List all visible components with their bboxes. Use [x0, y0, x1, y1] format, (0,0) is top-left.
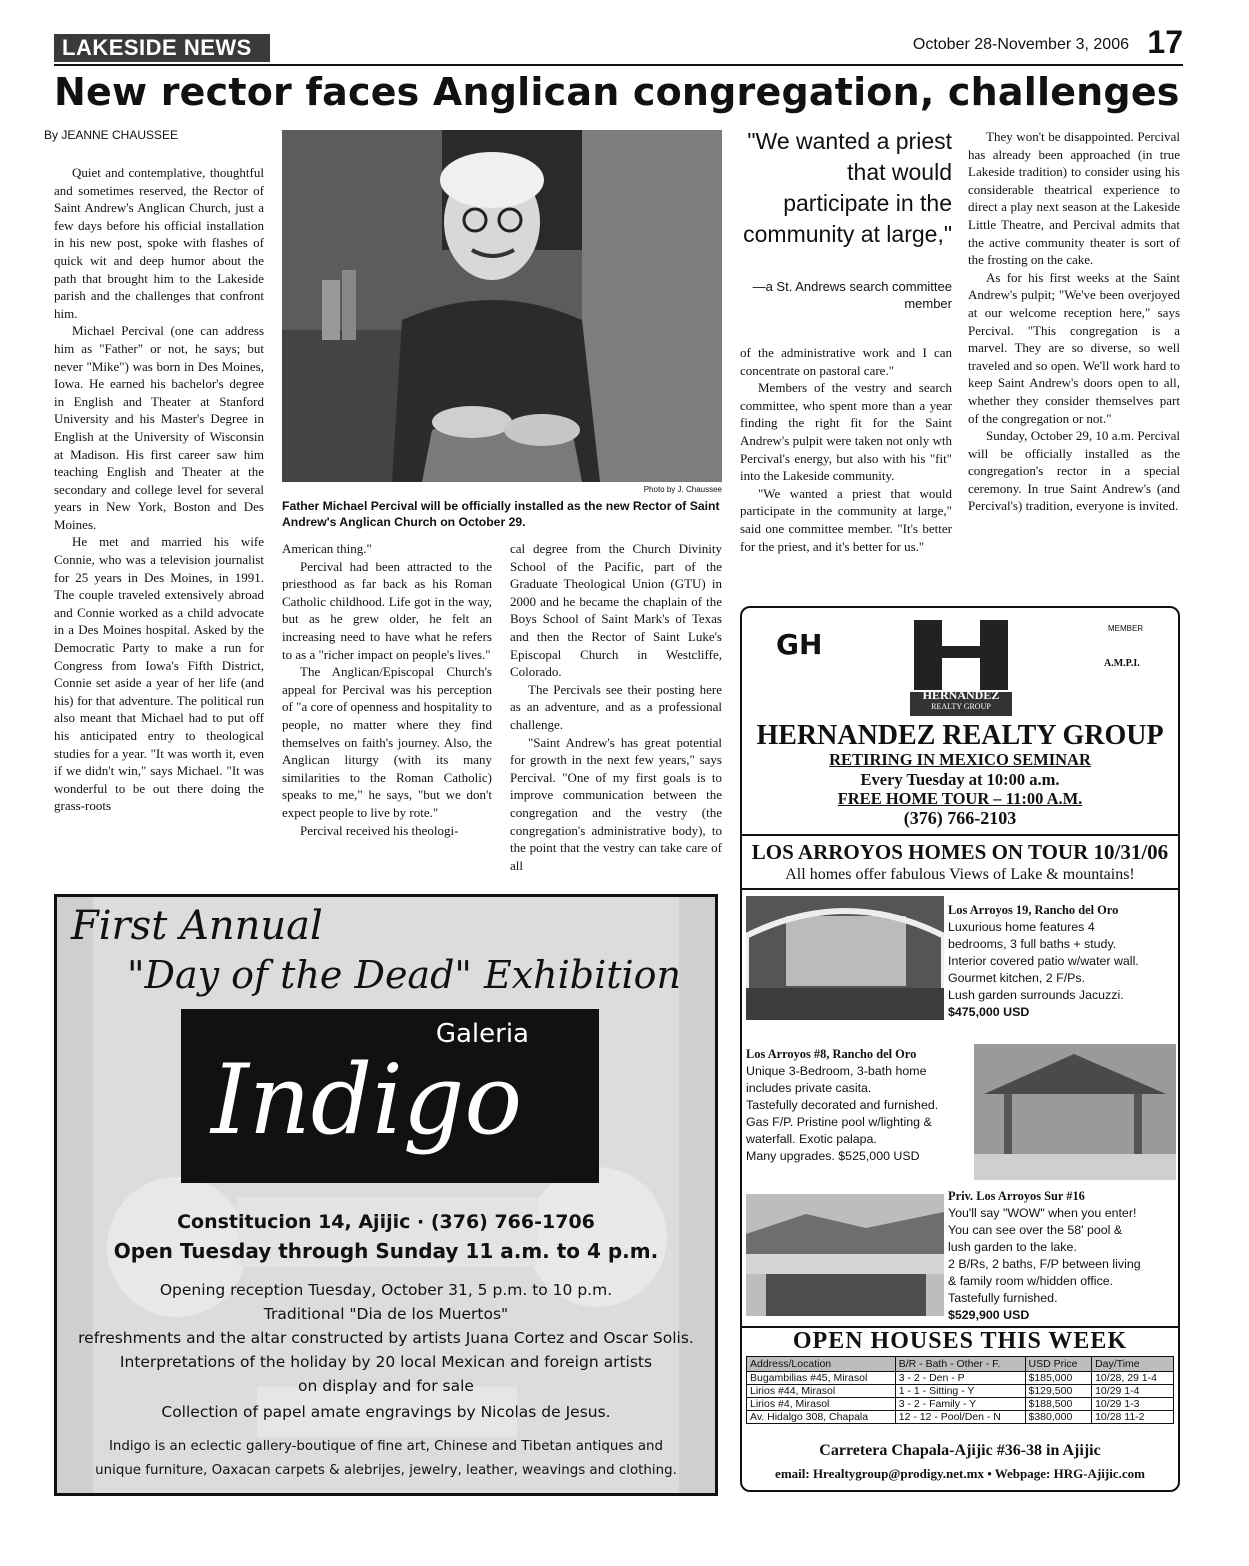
- listing-1-text: [948, 902, 1176, 1021]
- pull-quote-attribution: —a St. Andrews search committee member: [752, 279, 952, 311]
- gallery-detail: Traditional "Dia de los Muertos": [263, 1305, 509, 1323]
- realty-address: Carretera Chapala-Ajijic #36-38 in Ajijic: [819, 1442, 1101, 1459]
- divider: [742, 888, 1178, 890]
- listing-photo: [974, 1044, 1176, 1180]
- table-header: Address/Location: [747, 1357, 896, 1372]
- gallery-detail: Opening reception Tuesday, October 31, 5 p.m. to 10 p.m.: [159, 1281, 613, 1299]
- hernandez-logo-text: HERNANDEZ: [922, 688, 1000, 702]
- listing-line: Interior covered patio w/water wall.: [948, 954, 1139, 968]
- paragraph: "Saint Andrew's has great potential for growth in the next few years," says Percival. "One of my first goals is to improve communication between the congregation and the vestry (the congregation's administrative body), to the point that the vestry can take care of all: [510, 734, 722, 873]
- table-cell: Lirios #44, Mirasol: [747, 1385, 896, 1398]
- seminar-schedule: Every Tuesday at 10:00 a.m.: [860, 770, 1060, 789]
- table-cell: 10/28 11-2: [1092, 1411, 1174, 1424]
- header-rule: [54, 64, 1183, 66]
- issue-date: October 28-November 3, 2006: [912, 36, 1129, 53]
- listing-title: Priv. Los Arroyos Sur #16: [948, 1189, 1085, 1203]
- paragraph: American thing.": [282, 541, 372, 556]
- listing-line: You can see over the 58' pool &: [948, 1223, 1123, 1237]
- article-column-2: [282, 540, 492, 839]
- listing-line: & family room w/hidden office.: [948, 1274, 1114, 1288]
- listing-line: Tastefully decorated and furnished.: [746, 1098, 939, 1112]
- table-row: [747, 1411, 1174, 1424]
- gallery-detail: refreshments and the altar constructed by artists Juana Cortez and Oscar Solis.: [78, 1329, 694, 1347]
- article-headline: New rector faces Anglican congregation, challenges: [54, 70, 1180, 114]
- table-row: [747, 1372, 1174, 1385]
- paragraph: The Percivals see their posting here as an adventure, and as a professional challenge.: [510, 681, 722, 732]
- table-cell: 10/29 1-3: [1092, 1398, 1174, 1411]
- byline: By JEANNE CHAUSSEE: [44, 128, 179, 142]
- gh-logo: GH: [776, 628, 823, 661]
- galeria-label: Galeria: [435, 1019, 529, 1049]
- home-tour-label: FREE HOME TOUR – 11:00 A.M.: [837, 789, 1083, 808]
- paragraph: Michael Percival (one can address him as "Father" or not, he says; but never "Mike") was born in Des Moines, Iowa. He earned his bachelor's degree in English and Theater at Stanford University and his Master's Degree in English at the University of Wisconsin at Madison. His first career saw him teaching English and Theater at the secondary and college level for several years in New York, Boston and Des Moines.: [54, 323, 264, 532]
- listing-line: 2 B/Rs, 2 baths, F/P between living: [948, 1257, 1141, 1271]
- table-row: [747, 1385, 1174, 1398]
- paragraph: Members of the vestry and search committee, who spent more than a year finding the right fit for the Saint Andrew's pulpit were taken not only wth Percival's energy, but also with his "fit" into the Lakeside community.: [740, 380, 952, 484]
- seminar-title: RETIRING IN MEXICO SEMINAR: [829, 750, 1091, 769]
- gallery-indigo-ad: [54, 894, 718, 1496]
- table-cell: 10/29 1-4: [1092, 1385, 1174, 1398]
- listing-line: Tastefully furnished.: [948, 1291, 1058, 1305]
- paragraph: Quiet and contemplative, thoughtful and sometimes reserved, the Rector of Saint Andrew's Anglican Church, just a few days before his official installation in his new post, spoke with flashes of quick wit and deep humor about the path that brought him to the Lakeside parish and the challenges that confront him.: [54, 165, 264, 321]
- section-label: LAKESIDE NEWS: [54, 34, 270, 62]
- paragraph: As for his first weeks at the Saint Andrew's pulpit; "We've been overjoyed at our welcome reception here," says Percival. "This congregation is a marvel. They are so diverse, so well traveled and so open. We'll work hard to keep Saint Andrew's doors open to all, whether they consider themselves part of the congregation or not.": [968, 269, 1180, 426]
- ampi-logo: A.M.P.I.: [1104, 658, 1140, 669]
- table-cell: 12 - 12 - Pool/Den - N: [895, 1411, 1025, 1424]
- realty-phone: (376) 766-2103: [903, 808, 1017, 828]
- table-header: B/R - Bath - Other - F.: [895, 1357, 1025, 1372]
- listing-3-text: [948, 1188, 1176, 1324]
- paragraph: Sunday, October 29, 10 a.m. Percival will be officially installed as the congregation's rector in a special ceremony. In true Saint Andrew's (and Percival's) tradition, everyone is invited.: [968, 428, 1180, 514]
- table-header: USD Price: [1025, 1357, 1092, 1372]
- tour-subtitle: All homes offer fabulous Views of Lake & mountains!: [785, 866, 1135, 883]
- listing-photo-illustration: [974, 1044, 1176, 1180]
- tour-title: LOS ARROYOS HOMES ON TOUR 10/31/06: [751, 840, 1169, 864]
- gallery-detail: on display and for sale: [298, 1377, 474, 1395]
- article-column-4: [740, 344, 952, 555]
- divider: [742, 834, 1178, 836]
- table-cell: 3 - 2 - Family - Y: [895, 1398, 1025, 1411]
- listing-line: includes private casita.: [746, 1081, 872, 1095]
- paragraph: They won't be disappointed. Percival has already been approached (in true Lakeside tradition) to consider using his considerable theatrical experience to direct a play next season at the Lakeside Little Theatre, and Percival admits that the active community theater is sort of the frosting on the cake.: [968, 129, 1180, 268]
- rector-photo: [282, 130, 722, 482]
- table-cell: Lirios #4, Mirasol: [747, 1398, 896, 1411]
- pull-quote: "We wanted a priest that would participate in the community at large,": [743, 128, 952, 247]
- article-column-5: [968, 128, 1180, 515]
- photo-caption: Father Michael Percival will be officially installed as the new Rector of Saint Andrew's Anglican Church on October 29.: [282, 499, 720, 529]
- listing-line: waterfall. Exotic palapa.: [746, 1132, 877, 1146]
- listing-price: $475,000 USD: [948, 1005, 1030, 1019]
- indigo-logo-box: [181, 1009, 599, 1183]
- listing-2-text: [746, 1046, 972, 1165]
- listing-line: Gourmet kitchen, 2 F/Ps.: [948, 971, 1086, 985]
- gallery-hours: Open Tuesday through Sunday 11 a.m. to 4 p.m.: [113, 1239, 659, 1263]
- listing-photo-illustration: [746, 896, 944, 1020]
- table-header-row: [747, 1357, 1174, 1372]
- gallery-detail: Interpretations of the holiday by 20 local Mexican and foreign artists: [119, 1353, 653, 1371]
- indigo-logo-text: Indigo: [211, 1044, 523, 1156]
- paragraph: The Anglican/Episcopal Church's appeal for Percival was his perception of "a core of openness and hospitality to people, no matter where they find themselves on faith's journey. Also, the Anglican liturgy (with its many similarities to the Roman Catholic) speaks to me," he says, "but we don't expect people to live by rote.": [282, 664, 492, 820]
- paragraph: He met and married his wife Connie, who was a television journalist for 25 years in Des Moines, in 1991. The couple traveled extensively abroad and Connie worked as a child advocate in a Des Moines hospital. Asked by the Democratic Party to make a run for Congress from Iowa's Fifth District, Connie set aside a year of her life (and his) for that adventure. The political run also meant that Michael had to put off his anticipated entry to theological studies for a year. "It was worth it, even if we didn't win," says Michael. "It was wonderful to be out there doing the grass-roots: [54, 534, 264, 814]
- table-header: Day/Time: [1092, 1357, 1174, 1372]
- listing-photo: [746, 1194, 944, 1316]
- listing-line: Many upgrades. $525,000 USD: [746, 1149, 920, 1163]
- member-label: MEMBER: [1108, 624, 1144, 633]
- listing-line: Unique 3-Bedroom, 3-bath home: [746, 1064, 927, 1078]
- listing-title: Los Arroyos 19, Rancho del Oro: [948, 903, 1119, 917]
- table-cell: 3 - 2 - Den - P: [895, 1372, 1025, 1385]
- listing-line: You'll say "WOW" when you enter!: [948, 1206, 1137, 1220]
- paragraph: "We wanted a priest that would participate in the community at large," said one committee member. "It's better for the priest, and it's better for us.": [740, 485, 952, 554]
- listing-line: Lush garden surrounds Jacuzzi.: [948, 988, 1124, 1002]
- table-cell: $188,500: [1025, 1398, 1092, 1411]
- article-column-1: [54, 164, 264, 815]
- listing-line: Gas F/P. Pristine pool w/lighting &: [746, 1115, 932, 1129]
- ad-title-line1: First Annual: [71, 903, 323, 949]
- gallery-footer-line: Indigo is an eclectic gallery-boutique of fine art, Chinese and Tibetan antiques and: [108, 1439, 664, 1454]
- listing-line: bedrooms, 3 full baths + study.: [948, 937, 1117, 951]
- listing-price: $529,900 USD: [948, 1308, 1030, 1322]
- photo-credit: Photo by J. Chaussee: [643, 485, 722, 494]
- open-houses-title: OPEN HOUSES THIS WEEK: [792, 1328, 1128, 1354]
- table-cell: $380,000: [1025, 1411, 1092, 1424]
- table-cell: 1 - 1 - Sitting - Y: [895, 1385, 1025, 1398]
- realty-contact: email: Hrealtygroup@prodigy.net.mx • Webpage: HRG-Ajijic.com: [775, 1466, 1145, 1481]
- paragraph: of the administrative work and I can concentrate on pastoral care.": [740, 345, 952, 378]
- hernandez-logo-subtext: REALTY GROUP: [931, 702, 991, 711]
- table-cell: $129,500: [1025, 1385, 1092, 1398]
- article-column-3: [510, 540, 722, 874]
- paragraph: Percival had been attracted to the priesthood as far back as his Roman Catholic childhood. Life got in the way, but as he grew older, he felt an increasing need to have what he refers to as a "richer impact on people's lives.": [282, 558, 492, 662]
- paragraph: Percival received his theologi-: [300, 822, 459, 838]
- listing-title: Los Arroyos #8, Rancho del Oro: [746, 1047, 917, 1061]
- listing-photo-illustration: [746, 1194, 944, 1316]
- paragraph: cal degree from the Church Divinity School of the Pacific, part of the Graduate Theological Union (GTU) in 2000 and he became the chaplain of the Boys School of Saint Mark's of Texas and then the Rector of Saint Luke's Episcopal Church in Westcliffe, Colorado.: [510, 541, 722, 680]
- gallery-address: Constitucion 14, Ajijic · (376) 766-1706: [177, 1211, 595, 1233]
- gallery-detail: Collection of papel amate engravings by Nicolas de Jesus.: [161, 1403, 611, 1421]
- gallery-footer-line: unique furniture, Oaxacan carpets & alebrijes, jewelry, leather, weavings and clothing.: [95, 1463, 677, 1478]
- table-cell: 10/28, 29 1-4: [1092, 1372, 1174, 1385]
- listing-line: Luxurious home features 4: [948, 920, 1095, 934]
- company-name: HERNANDEZ REALTY GROUP: [756, 720, 1164, 751]
- listing-photo: [746, 896, 944, 1020]
- open-houses-table: [746, 1356, 1174, 1424]
- ad-title-line2: "Day of the Dead" Exhibition: [127, 953, 682, 997]
- page-number: 17: [1147, 24, 1183, 60]
- rector-photo-illustration: [282, 130, 722, 482]
- hernandez-realty-ad: [740, 606, 1180, 1492]
- table-cell: Av. Hidalgo 308, Chapala: [747, 1411, 896, 1424]
- table-cell: Bugambilias #45, Mirasol: [747, 1372, 896, 1385]
- listing-line: lush garden to the lake.: [948, 1240, 1077, 1254]
- table-cell: $185,000: [1025, 1372, 1092, 1385]
- table-row: [747, 1398, 1174, 1411]
